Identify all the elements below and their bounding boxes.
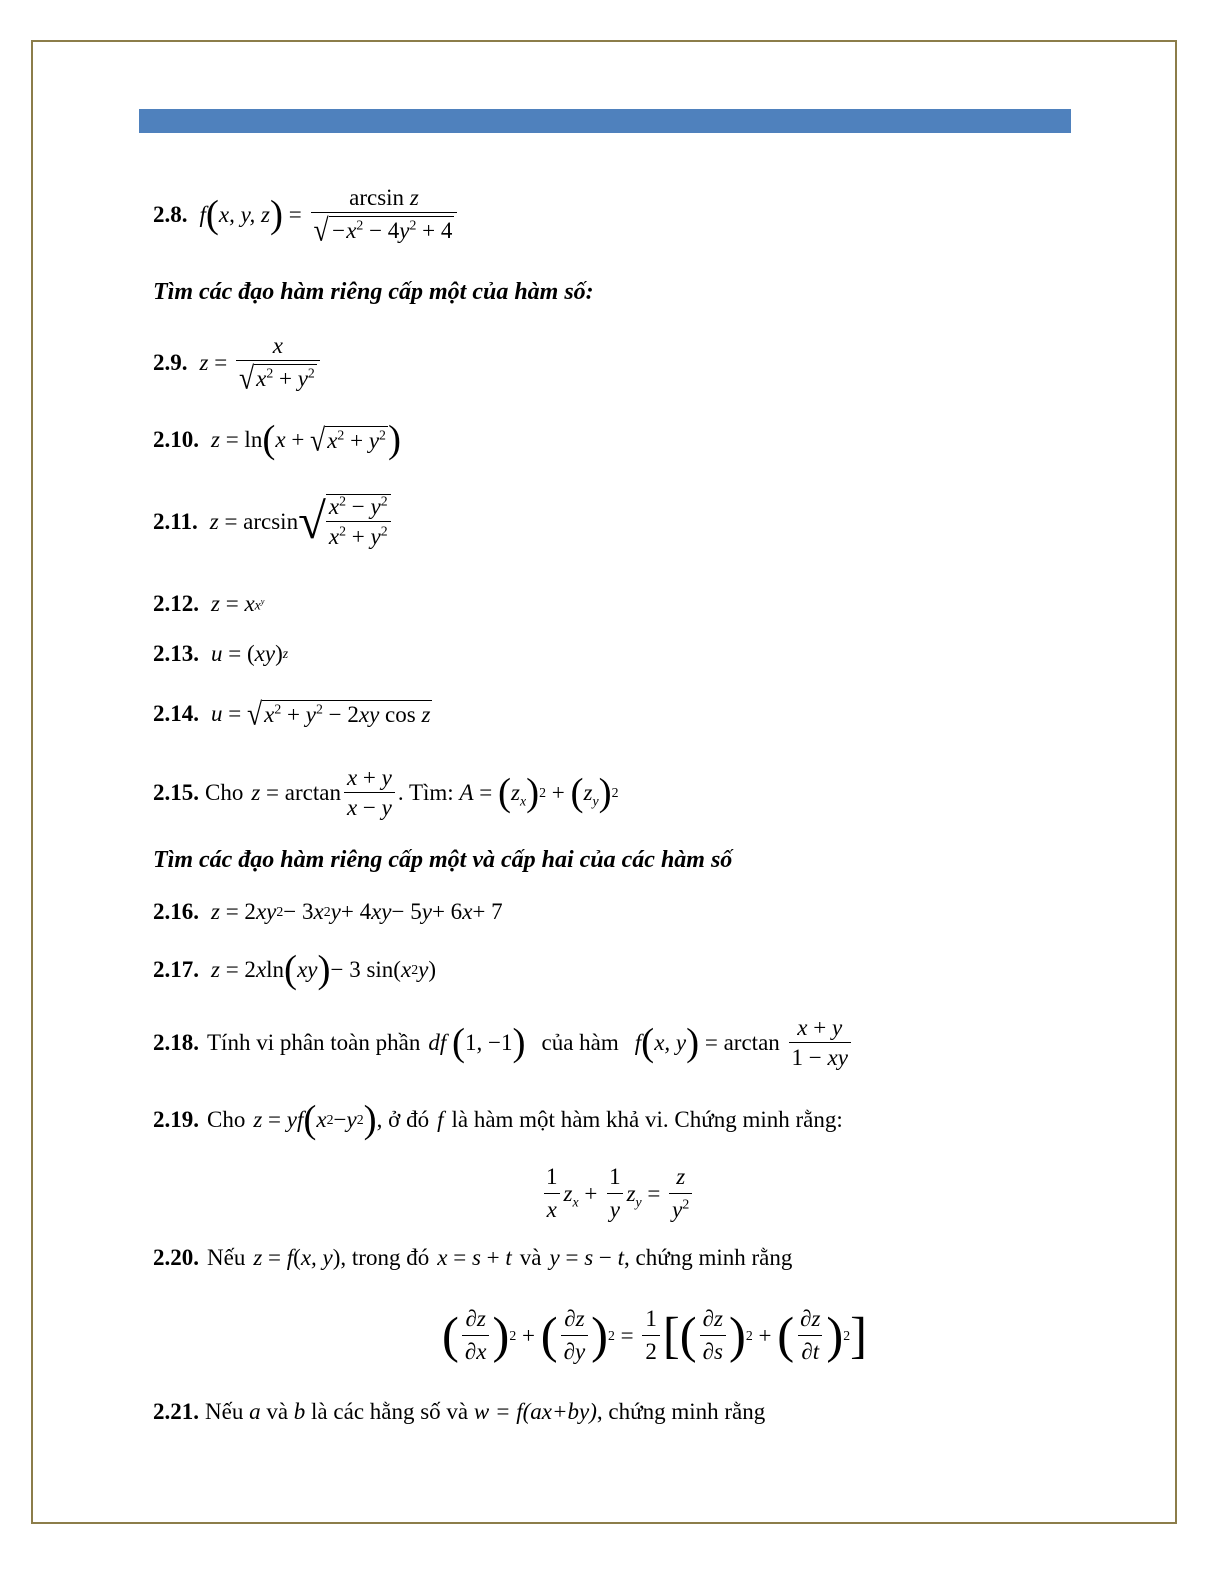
exercise-number: 2.16. (153, 899, 199, 924)
exercise-2-19: 2.19. Cho z = yf ( x 2 − y 2 ) , ở đó f là hàm một hàm khả vi. Chứng minh rằng: (153, 1098, 843, 1141)
text-tinh-vi-phan: Tính vi phân toàn phần (207, 1030, 421, 1055)
formula-w: w = f(ax+by) (473, 1399, 597, 1424)
exercise-number: 2.14. (153, 701, 199, 727)
variable-b: b (293, 1399, 306, 1424)
text-chung-minh: , chứng minh rằng (624, 1245, 793, 1270)
text-cho: Cho (205, 780, 244, 805)
equation-2-20: ( $\frac{\partial z}{\partial x}$ ) 2 + ( $\frac{\partial z}{\partial y}$ ) 2 = $\frac{1}{2}$ [ ( $\frac{\partial z}{\partial s}$ ) 2 + ( $\frac{\partial z}{\partial t}$ ) 2 ] (442, 1306, 868, 1364)
section-heading-first-order: Tìm các đạo hàm riêng cấp một của hàm số: (153, 279, 594, 305)
exercise-2-15: 2.15. Cho z = arctan $\frac{x + y}{x - y}$ . Tìm: A = ( $z_x$ ) 2 + ( $z_y$ ) 2 (153, 765, 619, 820)
text-trong-do: , trong đó (340, 1245, 430, 1270)
exercise-number: 2.12. (153, 591, 199, 616)
exercise-number: 2.10. (153, 427, 199, 453)
exercise-number: 2.21. (153, 1399, 199, 1424)
text-hang-so: là các hằng số và (311, 1399, 469, 1424)
exercise-2-8: 2.8. f ( x, y, z ) = arcsin z √ $-x^2 - 4y^2 + 4$ (153, 186, 460, 244)
exercise-number: 2.8. (153, 202, 188, 228)
exercise-number: 2.18. (153, 1030, 199, 1055)
equation-2-19: $\frac{1}{x}$ $z_x$ + $\frac{1}{y}$ $z_y$ = $\frac{z}{y^2}$ (540, 1164, 695, 1223)
exercise-number: 2.20. (153, 1245, 199, 1270)
text-neu: Nếu (205, 1399, 244, 1424)
text-neu: Nếu (207, 1245, 246, 1270)
exercise-number: 2.13. (153, 641, 199, 666)
variable-a: a (249, 1399, 261, 1424)
exercise-number: 2.19. (153, 1107, 199, 1133)
exercise-2-11: 2.11. z = arcsin √ $\frac{x^2 - y^2}{x^2 + y^2}$ (153, 494, 394, 548)
exercise-2-10: 2.10. z = ln ( x + √ $x^2 + y^2$ ) (153, 418, 401, 461)
section-heading-second-order: Tìm các đạo hàm riêng cấp một và cấp hai của các hàm số (153, 847, 733, 873)
exercise-2-21 (153, 1400, 765, 1423)
text-tim: . Tìm: (397, 780, 454, 805)
exercise-2-9: 2.9. z = x √ $x^2 + y^2$ (153, 334, 323, 392)
text-o-do: , ở đó (376, 1107, 430, 1133)
text-cua-ham: của hàm (541, 1030, 619, 1055)
exercise-2-13: 2.13. u = ( xy ) z (153, 641, 289, 666)
exercise-2-14: 2.14. u = √ $x^2 + y^2 - 2xy$ cos z (153, 695, 431, 732)
text-va: và (266, 1399, 289, 1424)
header-bar (139, 109, 1071, 133)
text-chung-minh: là hàm một hàm khả vi. Chứng minh rằng: (451, 1107, 843, 1133)
exercise-number: 2.15. (153, 780, 199, 805)
text-cho: Cho (207, 1107, 246, 1133)
exercise-2-17: 2.17. z = 2 x ln ( xy ) − 3 sin( x 2 y ) (153, 948, 436, 991)
exercise-2-20: 2.20. Nếu z = f ( x, y ) , trong đó x = s + t và y = s − t , chứng minh rằng (153, 1245, 793, 1270)
exercise-2-16: 2.16. z = 2 xy 2 − 3 x 2 y + 4 xy − 5 y + 6 x + 7 (153, 899, 503, 924)
text-va: và (519, 1245, 542, 1270)
exercise-number: 2.11. (153, 508, 198, 534)
exercise-2-18: 2.18. Tính vi phân toàn phần df ( 1, −1 ) của hàm f ( x, y ) = arctan $\frac{x + y}{1 - xy}$ (153, 1016, 854, 1069)
exercise-2-12: 2.12. z = x $x^y$ (153, 591, 265, 616)
exercise-number: 2.17. (153, 957, 199, 983)
text-chung-minh: , chứng minh rằng (596, 1399, 766, 1424)
exercise-number: 2.9. (153, 350, 188, 376)
